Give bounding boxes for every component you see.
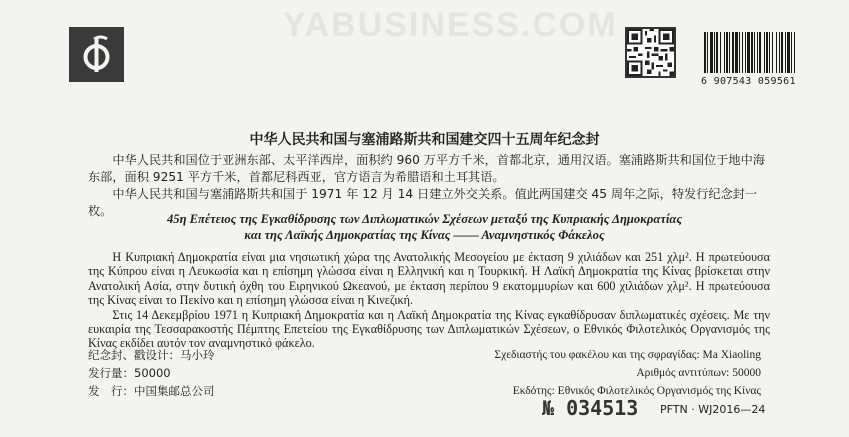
greek-paragraph-2: Στις 14 Δεκεμβρίου 1971 η Κυπριακή Δημοκρατία και η Λαϊκή Δημοκρατία της Κίνας εγκαθίδρυσαν διπλωματικές σχέσεις. Με την ευκαιρία της Τεσσαρακοστής Πέμπτης Επετείου της Εγκαθίδρυσης των Διπλωματικών Σχέσεων, ο Εθνικός Φιλοτελικός Οργανισμός της Κίνας εκδίδει αυτόν τον αναμνηστικό φάκελο. xyxy=(88,307,770,351)
quantity-gr: Αριθμός αντιτύπων: 50000 xyxy=(636,367,761,379)
barcode-number: 6 907543 059561 xyxy=(701,76,796,87)
chinese-paragraph-1: 中华人民共和国位于亚洲东部、太平洋西岸，面积约 960 万平方千米，首都北京，通用汉语。塞浦路斯共和国位于地中海东部，面积 9251 平方千米，首都尼科西亚，官方语言为希腊语和土耳其语。 xyxy=(88,153,765,184)
greek-title-line-2: και της Λαϊκής Δημοκρατίας της Κίνας —— Αναμνηστικός Φάκελος xyxy=(244,228,605,242)
quantity-cn: 发行量：50000 xyxy=(88,366,171,380)
chinese-description xyxy=(88,152,768,220)
greek-credits xyxy=(494,346,761,400)
greek-paragraph-1: Η Κυπριακή Δημοκρατία είναι μια νησιωτική χώρα της Ανατολικής Μεσογείου με έκταση 9 χιλιάδων και 251 χλμ². Η πρωτεύουσα της Κύπρου είναι η Λευκωσία και η επίσημη γλώσσα είναι η Ελληνική και η Τουρκική. Η Λαϊκή Δημοκρατία της Κίνας βρίσκεται στην Ανατολική Ασία, στην δυτική όχθη του Ειρηνικού Ωκεανού, με έκταση περίπου 9 εκατομμυρίων και 600 χιλιάδων χλμ². Η πρωτεύουσα της Κίνας είναι το Πεκίνο και η επίσημη γλώσσα είναι η Κινεζική. xyxy=(88,250,770,308)
greek-title-line-1: 45η Επέτειος της Εγκαθίδρυσης των Διπλωματικών Σχέσεων μεταξύ της Κυπριακής Δημοκρατίας xyxy=(167,212,682,226)
issuer-cn: 发 行：中国集邮总公司 xyxy=(88,384,215,398)
greek-title xyxy=(0,211,849,243)
greek-description xyxy=(88,250,770,351)
chinese-title: 中华人民共和国与塞浦路斯共和国建交四十五周年纪念封 xyxy=(249,132,600,148)
chinese-paragraph-2: 中华人民共和国与塞浦路斯共和国于 1971 年 12 月 14 日建立外交关系。值此两国建交 45 周年之际，特发行纪念封一枚。 xyxy=(88,187,758,218)
barcode-icon xyxy=(703,32,824,73)
watermark-text: YABUSINESS.COM xyxy=(283,6,618,44)
chinese-credits xyxy=(88,346,215,400)
serial-number: № 034513 xyxy=(542,396,639,420)
designer-gr: Σχεδιαστής του φακέλου και της σφραγίδας: Ma Xiaoling xyxy=(494,349,761,361)
issue-code: PFTN · WJ2016—24 xyxy=(660,403,766,416)
qr-code-icon xyxy=(625,27,676,78)
china-philately-logo xyxy=(69,27,124,82)
issuer-gr: Εκδότης: Εθνικός Φιλοτελικός Οργανισμός της Κίνας xyxy=(512,385,761,397)
designer-cn: 纪念封、戳设计：马小玲 xyxy=(88,348,215,362)
